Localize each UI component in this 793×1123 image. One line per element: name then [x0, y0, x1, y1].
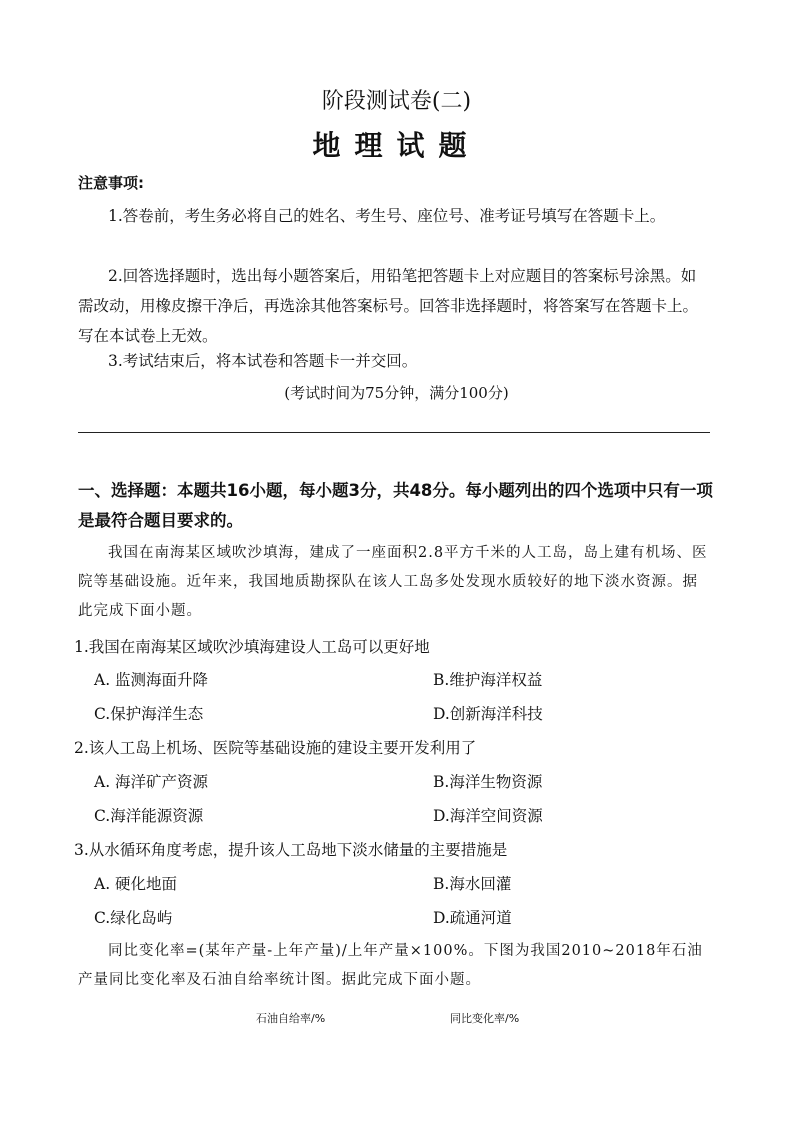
- figure-right-axis-label: 同比变化率/%: [450, 1012, 520, 1025]
- divider-line: [78, 432, 710, 433]
- exam-time-note: (考试时间为75分钟，满分100分): [284, 384, 509, 402]
- notice-item-3: 3.考试结束后，将本试卷和答题卡一并交回。: [108, 352, 418, 370]
- question-1-stem: 1.我国在南海某区域吹沙填海建设人工岛可以更好地: [74, 638, 430, 656]
- question-1-option-d: D.创新海洋科技: [433, 705, 543, 723]
- question-3-option-c: C.绿化岛屿: [94, 909, 173, 927]
- notice-item-1: 1.答卷前，考生务必将自己的姓名、考生号、座位号、准考证号填写在答题卡上。: [108, 207, 666, 225]
- material-passage-2: 同比变化率=(某年产量-上年产量)/上年产量×100%。下图为我国2010~2018年石油产量同比变化率及石油自给率统计图。据此完成下面小题。: [78, 943, 703, 988]
- notice-heading: 注意事项:: [78, 174, 144, 192]
- question-3-stem: 3.从水循环角度考虑，提升该人工岛地下淡水储量的主要措施是: [74, 841, 508, 859]
- question-1-option-c: C.保护海洋生态: [94, 705, 204, 723]
- notice-item-2: 2.回答选择题时，选出每小题答案后，用铅笔把答题卡上对应题目的答案标号涂黑。如需改动，用橡皮擦干净后，再选涂其他答案标号。回答非选择题时，将答案写在答题卡上。写在本试卷上无效。: [78, 267, 699, 345]
- question-1-option-a: A. 监测海面升降: [94, 671, 209, 689]
- question-3-option-b: B.海水回灌: [433, 875, 512, 893]
- question-3-option-a: A. 硬化地面: [94, 875, 178, 893]
- section-heading: 一、选择题：本题共16小题，每小题3分，共48分。每小题列出的四个选项中只有一项是最符合题目要求的。: [78, 481, 713, 530]
- question-2-option-a: A. 海洋矿产资源: [94, 773, 209, 791]
- question-2-option-b: B.海洋生物资源: [433, 773, 543, 791]
- question-3-option-d: D.疏通河道: [433, 909, 512, 927]
- question-2-stem: 2.该人工岛上机场、医院等基础设施的建设主要开发利用了: [74, 739, 477, 757]
- material-passage-1: 我国在南海某区域吹沙填海，建成了一座面积2.8平方千米的人工岛，岛上建有机场、医院等基础设施。近年来，我国地质勘探队在该人工岛多处发现水质较好的地下淡水资源。据此完成下面小题。: [78, 545, 708, 619]
- figure-left-axis-label: 石油自给率/%: [256, 1012, 326, 1025]
- exam-title: 阶段测试卷(二): [321, 89, 472, 114]
- question-1-option-b: B.维护海洋权益: [433, 671, 543, 689]
- question-2-option-d: D.海洋空间资源: [433, 807, 543, 825]
- subject-title: 地理试题: [312, 129, 481, 162]
- question-2-option-c: C.海洋能源资源: [94, 807, 204, 825]
